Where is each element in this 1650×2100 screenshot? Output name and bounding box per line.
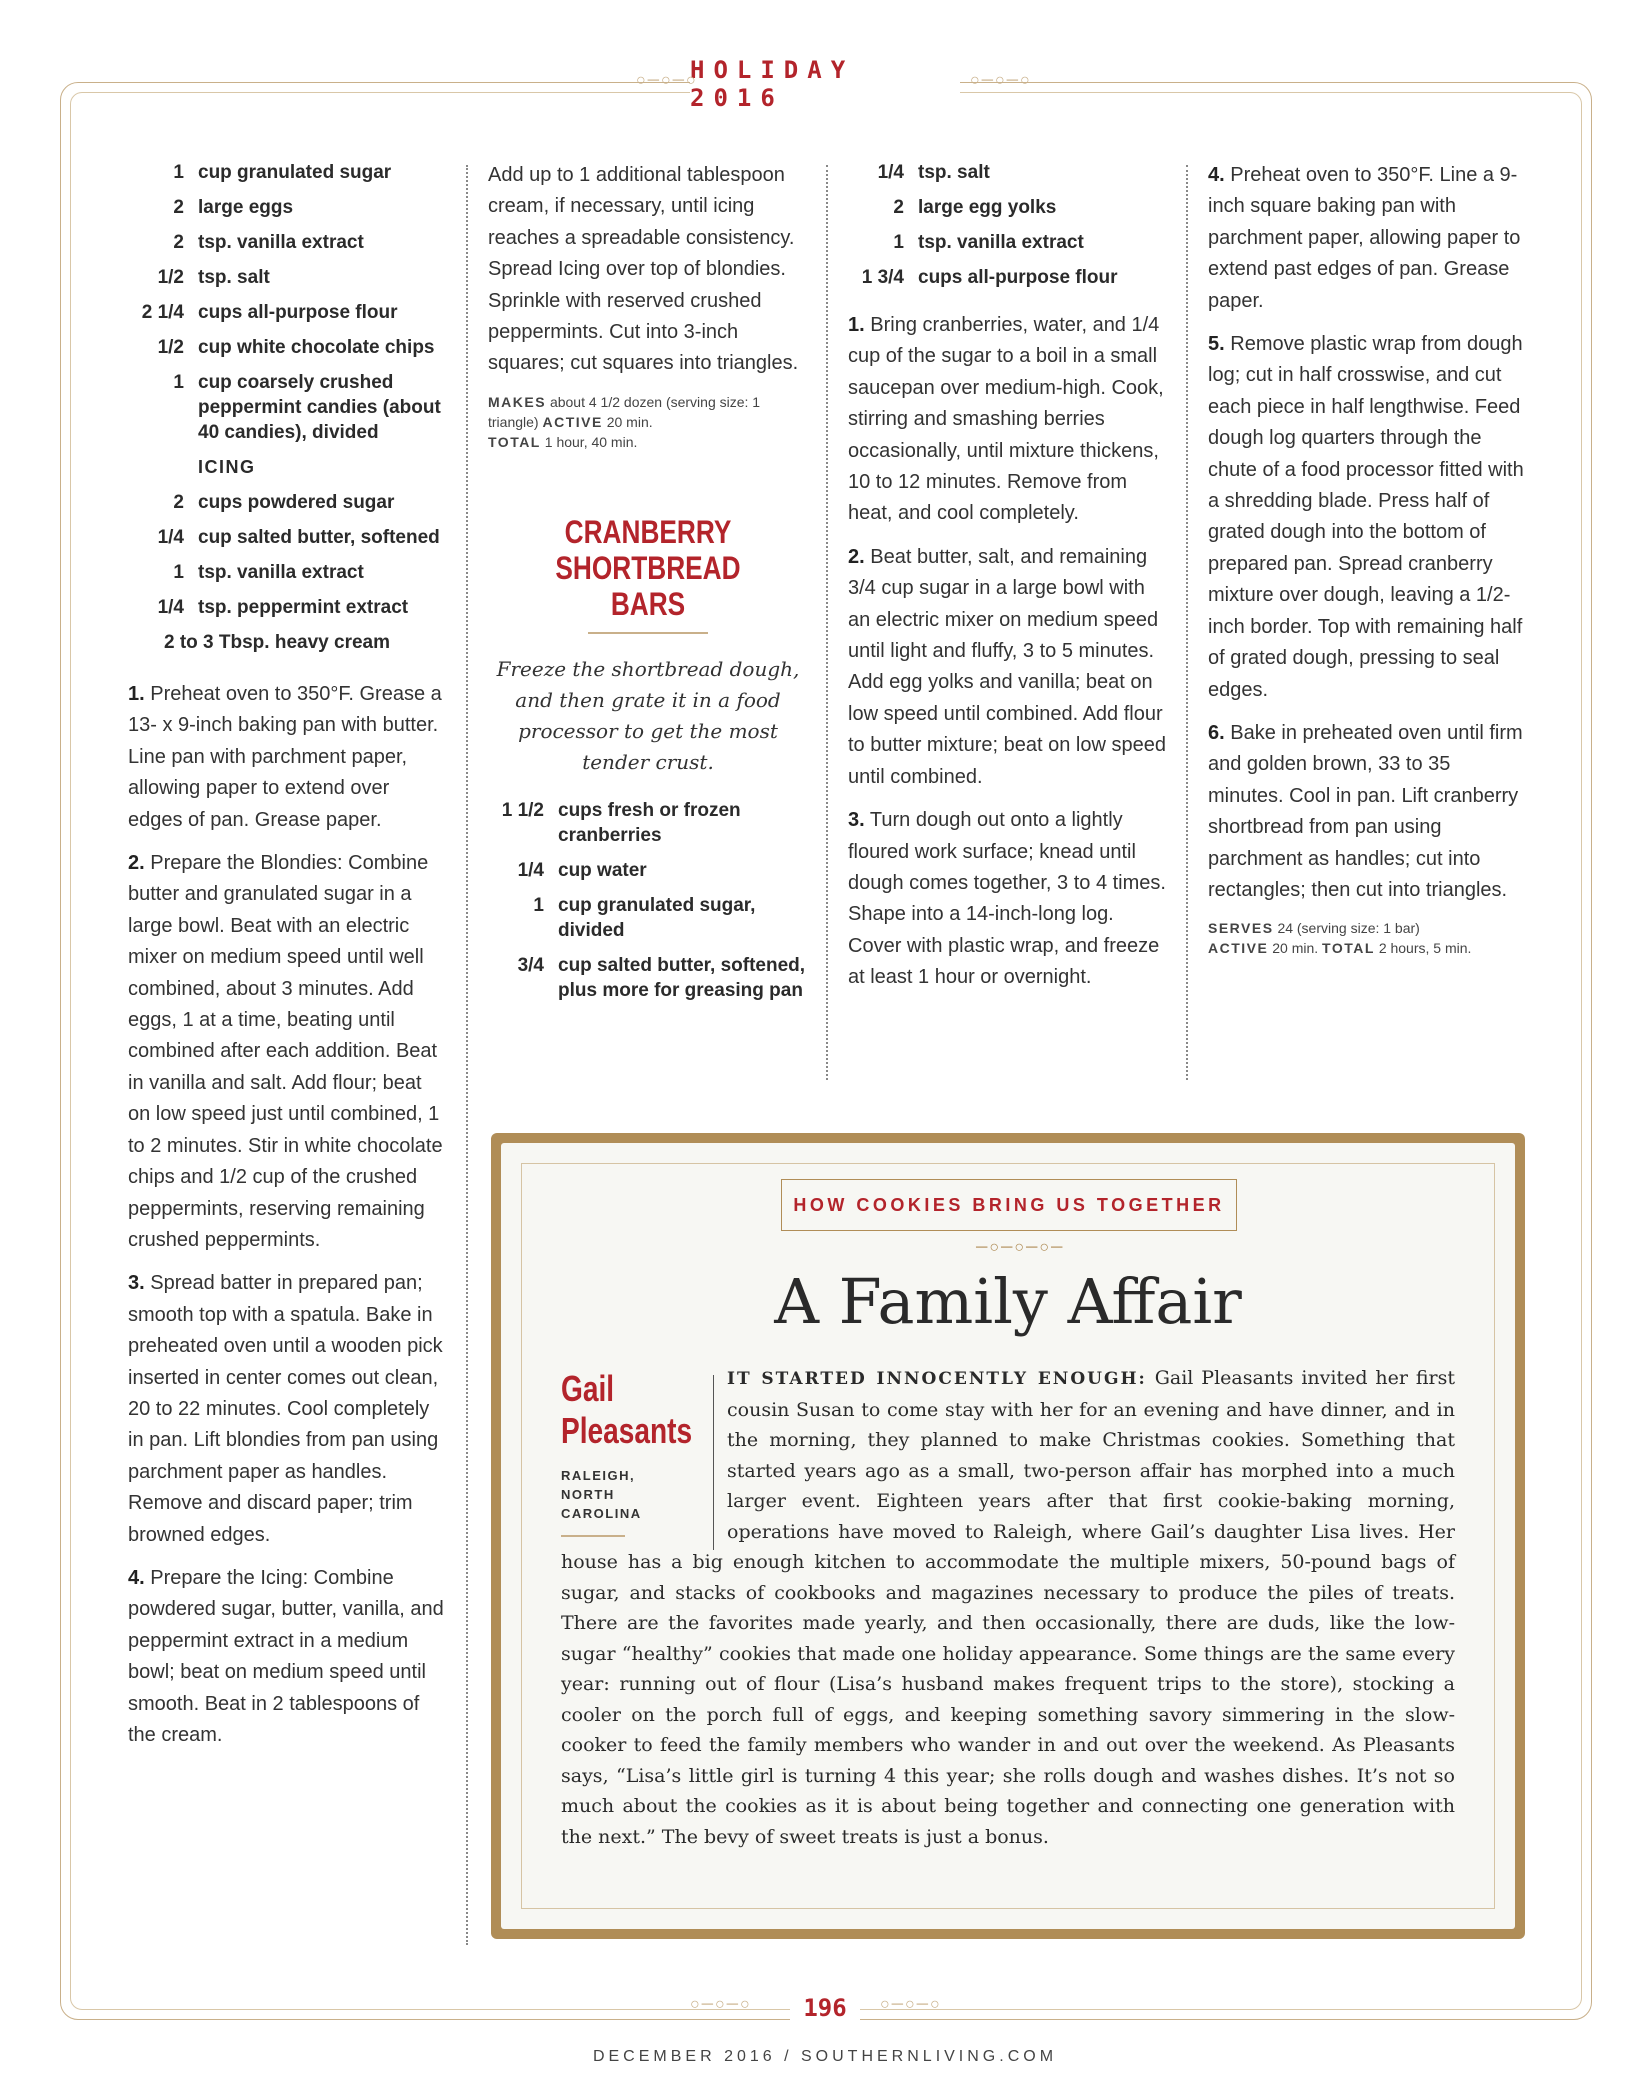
ingredient: 1 3/4 cups all-purpose flour <box>861 267 1118 288</box>
ingredient: 1/4 tsp. peppermint extract <box>157 597 409 618</box>
feature-title: A Family Affair <box>774 1265 1242 1338</box>
icing-subhead: ICING <box>198 457 256 477</box>
recipe-step: 2. Beat butter, salt, and remaining 3/4 cup sugar in a large bowl with an electric mixer on medium speed until light and fluffy, 3 to 5 minutes. Add egg yolks and vanilla; beat on low speed until combined. Add flour to butter mixture; beat on low speed until combined. <box>848 545 1166 788</box>
column-divider <box>466 165 468 1945</box>
ingredient: 1 tsp. vanilla extract <box>893 232 1084 253</box>
ingredient: 1/4 cup water <box>517 859 647 881</box>
ingredient: 1 cup granulated sugar, divided <box>533 894 756 941</box>
ornament-icon: ○─○─○ <box>690 1996 752 2013</box>
recipe-step: 4. Prepare the Icing: Combine powdered sugar, butter, vanilla, and peppermint extract in a medium bowl; beat on medium speed until smooth. Beat in 2 tablespoons of the cream. <box>128 1566 444 1746</box>
page-number: 196 <box>803 1994 847 2022</box>
ingredient: 1 cup coarsely crushed peppermint candies (about 40 candies), divided <box>173 372 441 443</box>
footer: DECEMBER 2016 / SOUTHERNLIVING.COM <box>592 2048 1058 2065</box>
kicker: HOW COOKIES BRING US TOGETHER <box>793 1194 1225 1215</box>
recipe-title: CRANBERRY SHORTBREAD BARS <box>555 513 741 622</box>
ingredient: 3/4 cup salted butter, softened, plus more for greasing pan <box>517 954 806 1001</box>
ingredient: 2 to 3 Tbsp. heavy cream <box>164 632 390 653</box>
kicker-banner <box>781 1179 1237 1231</box>
ingredient: 1/2 tsp. salt <box>157 267 270 288</box>
recipe-step: 1. Preheat oven to 350°F. Grease a 13- x 9-inch baking pan with butter. Line pan with parchment paper, allowing paper to extend over edges of pan. Grease paper. <box>128 683 442 831</box>
ingredient: 1/4 tsp. salt <box>877 162 990 183</box>
ingredient: 2 cups powdered sugar <box>173 492 395 513</box>
ingredient: 1 1/2 cups fresh or frozen cranberries <box>501 799 741 846</box>
lead-in: IT STARTED INNOCENTLY ENOUGH: <box>727 1369 1147 1389</box>
ingredient: 2 tsp. vanilla extract <box>173 232 364 253</box>
header <box>690 56 960 112</box>
recipe-step-continued: Add up to 1 additional tablespoon cream, if necessary, until icing reaches a spreadable consistency. Spread Icing over top of blondies. Sprinkle with reserved crushed peppermints. Cut into 3-inch squares; cut squares into triangles. <box>488 164 799 375</box>
feature-box <box>491 1133 1525 1939</box>
column-divider <box>1186 165 1188 1080</box>
author-location: RALEIGH, NORTH CAROLINA <box>561 1468 642 1521</box>
ornament-icon: ─○─○─○─ <box>976 1239 1065 1256</box>
recipe-step: 1. Bring cranberries, water, and 1/4 cup of the sugar to a boil in a small saucepan over medium-high. Cook, stirring and smashing berries occasionally, until mixture thickens, 10 to 12 minutes. Remove from heat, and cool completely. <box>848 314 1164 525</box>
feature-body-text: Gail Pleasants invited her first cousin Susan to come stay with her for an evening and have dinner, and in the morning, they planned to make Christmas cookies. Something that started years ago as a small, two-person affair has morphed into a much larger event. Eighteen years after that first cookie-baking morning, operations have moved to Raleigh, where Gail’s daughter Lisa lives. Her house has a big enough kitchen to accommodate the multiple mixers, 50-pound bags of sugar, and stacks of cookbooks and magazines necessary to produce the piles of treats. There are the favorites made yearly, and then occasionally, there are duds, like the low-sugar “healthy” cookies that made one holiday appearance. Some things are the same every year: running out of flour (Lisa’s husband makes frequent trips to the store), stocking a cooler on the porch full of eggs, and keeping something savory simmering in the slow-cooker to feed the family members who wander in and out over the weekend. As Pleasants says, “Lisa’s little girl is turning 4 this year; she rolls dough and washes dishes. It’s not so much about the cookies as it is about being together and connecting one generation with the next.” The bevy of sweet treats is just a bonus. <box>561 1367 1455 1848</box>
header-title: HOLIDAY 2016 <box>690 56 855 112</box>
title-rule <box>588 632 708 634</box>
recipe-step: 2. Prepare the Blondies: Combine butter and granulated sugar in a large bowl. Beat with an electric mixer on medium speed until well combined, about 3 minutes. Add eggs, 1 at a time, beating until combined after each addition. Beat in vanilla and salt. Add flour; beat on low speed just until combined, 1 to 2 minutes. Stir in white chocolate chips and 1/2 cup of the crushed peppermints, reserving remaining crushed peppermints. <box>128 852 443 1251</box>
column-1 <box>128 160 448 1763</box>
author-first-name: Gail <box>561 1368 615 1409</box>
recipe-step: 6. Bake in preheated oven until firm and golden brown, 33 to 35 minutes. Cool in pan. Lift cranberry shortbread from pan using parchment as handles; cut into rectangles; then cut into triangles. <box>1208 721 1523 901</box>
ingredient: 1/4 cup salted butter, softened <box>157 527 440 548</box>
ingredient: 1/2 cup white chocolate chips <box>157 337 435 358</box>
ingredient: 1 tsp. vanilla extract <box>173 562 364 583</box>
column-2 <box>488 160 808 1013</box>
page-number-box <box>790 1985 860 2031</box>
recipe-step: 4. Preheat oven to 350°F. Line a 9-inch square baking pan with parchment paper, allowing paper to extend past edges of pan. Grease paper. <box>1208 164 1521 312</box>
ingredient: 2 large egg yolks <box>893 197 1057 218</box>
ornament-icon: ○─○─○ <box>636 72 698 89</box>
feature-body <box>561 1363 1455 1852</box>
recipe-step: 5. Remove plastic wrap from dough log; cut in half crosswise, and cut each piece in half lengthwise. Feed dough log quarters through the chute of a food processor fitted with a shredding blade. Press half of grated dough into the bottom of prepared pan. Spread cranberry mixture over dough, leaving a 1/2-inch border. Top with remaining half of grated dough, pressing to seal edges. <box>1208 333 1524 701</box>
recipe-yield: MAKES about 4 1/2 dozen (serving size: 1 triangle) ACTIVE 20 min. TOTAL 1 hour, 40 min. <box>488 393 761 450</box>
recipe-yield: SERVES 24 (serving size: 1 bar) ACTIVE 20 min. TOTAL 2 hours, 5 min. <box>1208 920 1472 957</box>
ornament-icon: ○─○─○ <box>970 72 1032 89</box>
ingredient: 2 large eggs <box>173 197 294 218</box>
ingredient: 2 1/4 cups all-purpose flour <box>141 302 398 323</box>
recipe-intro: Freeze the shortbread dough, and then grate it in a food processor to get the most tender crust. <box>496 656 800 774</box>
column-4 <box>1208 160 1528 958</box>
author-last-name: Pleasants <box>561 1410 693 1451</box>
ingredient: 1 cup granulated sugar <box>173 162 392 183</box>
recipe-step: 3. Turn dough out onto a lightly floured work surface; knead until dough comes together, 3 to 4 times. Shape into a 14-inch-long log. Cover with plastic wrap, and freeze at least 1 hour or overnight. <box>848 809 1166 989</box>
column-divider <box>826 165 828 1080</box>
column-3 <box>848 160 1168 1006</box>
recipe-step: 3. Spread batter in prepared pan; smooth top with a spatula. Bake in preheated oven until a wooden pick inserted in center comes out clean, 20 to 22 minutes. Cool completely in pan. Lift blondies from pan using parchment paper as handles. Remove and discard paper; trim browned edges. <box>128 1272 443 1546</box>
ornament-icon: ○─○─○ <box>880 1996 942 2013</box>
